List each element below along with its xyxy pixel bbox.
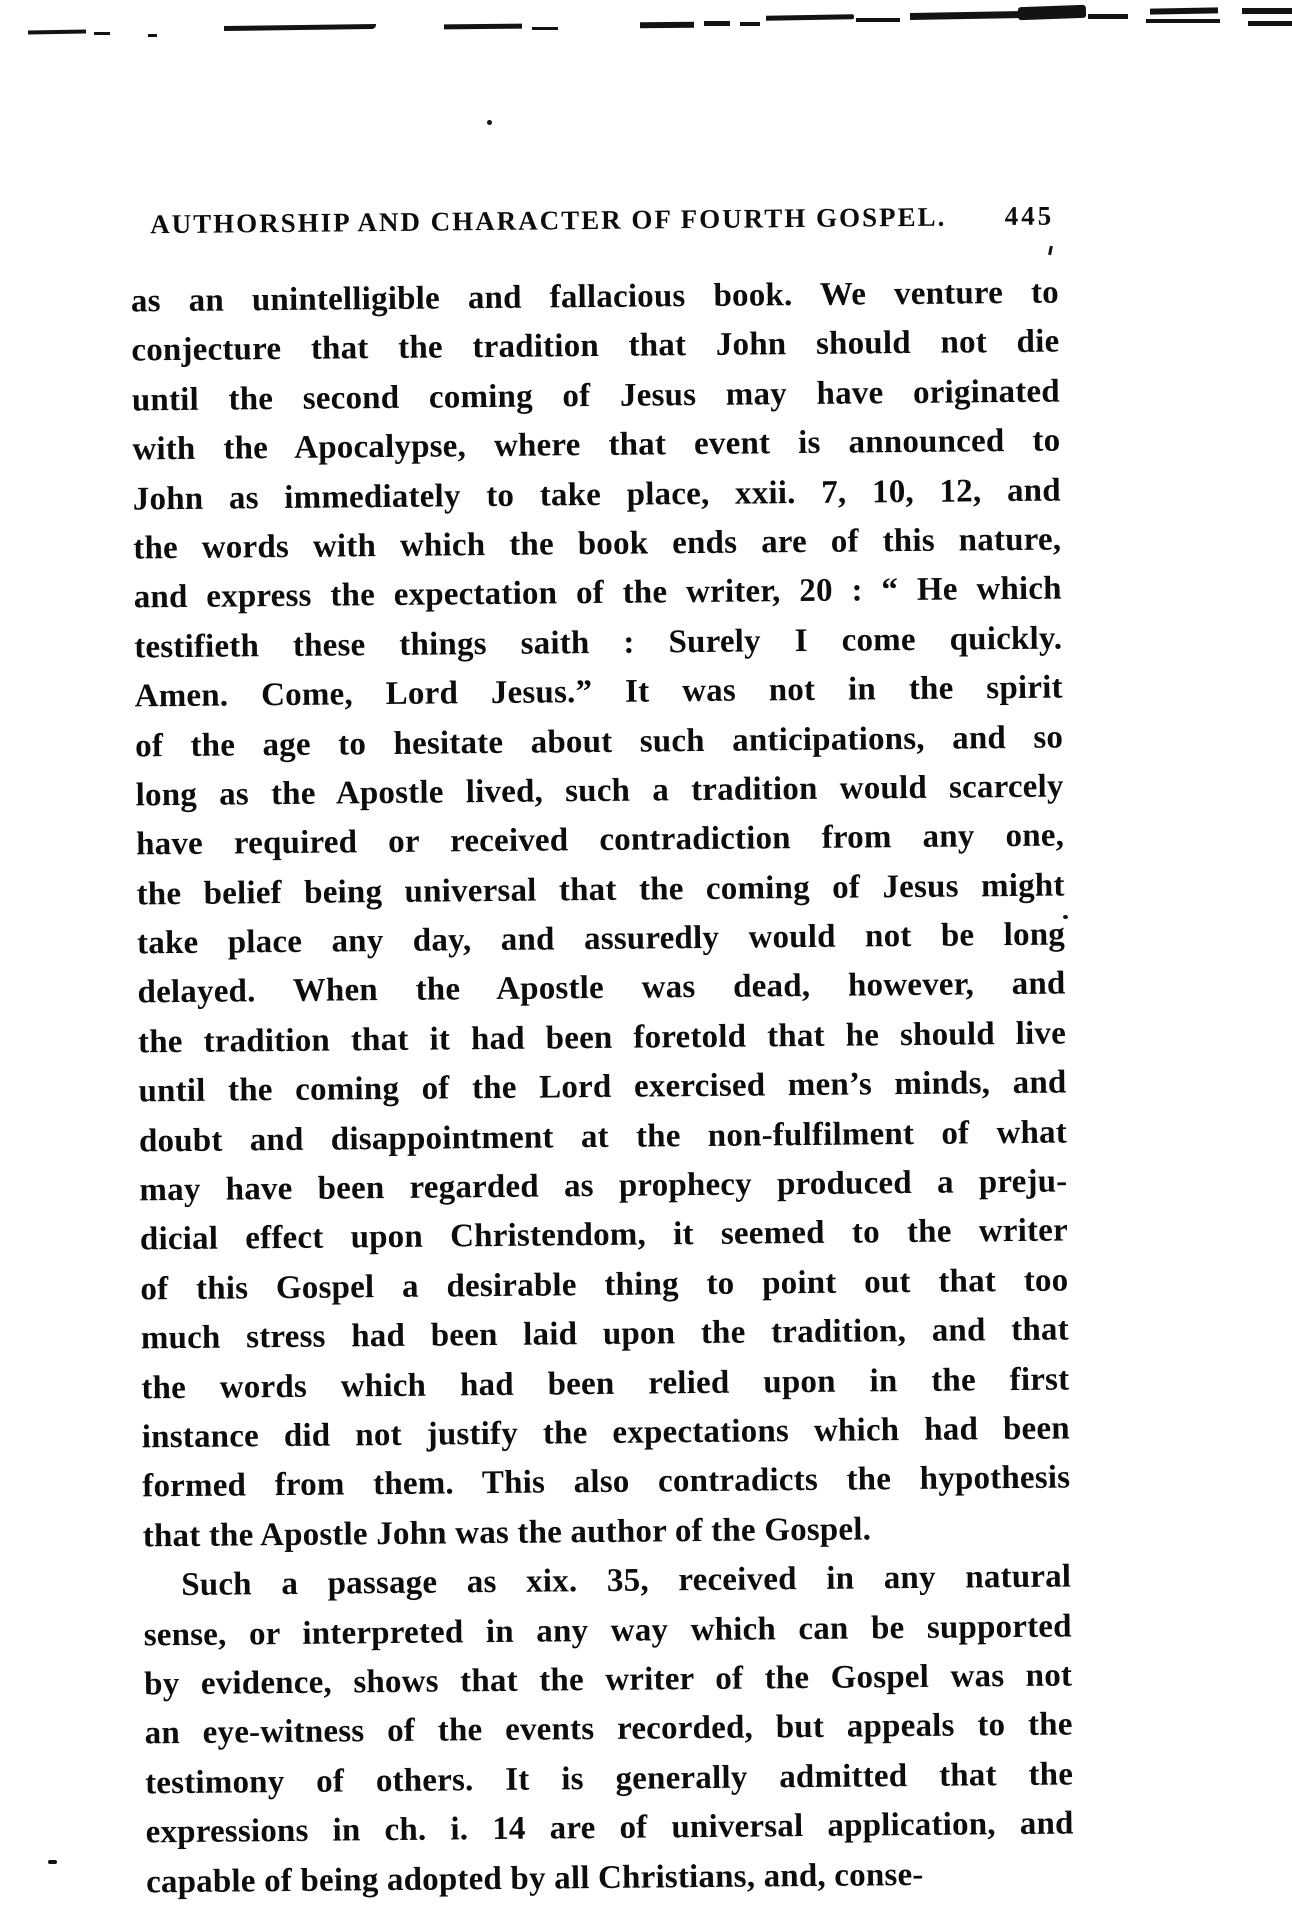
torn-edge-mark — [1018, 5, 1086, 20]
text-line: and express the expectation of the writer, 20 : “ He which — [133, 570, 1062, 616]
text-line: capable of being adopted by all Christians, and, conse- — [145, 1856, 924, 1900]
text-line: the belief being universal that the coming of Jesus might — [136, 867, 1065, 913]
torn-edge-mark — [94, 32, 110, 35]
torn-edge-mark — [28, 29, 86, 34]
text-line: dicial effect upon Christendom, it seemed to the writer — [139, 1212, 1069, 1258]
torn-edge-mark — [224, 24, 376, 31]
text-line: take place any day, and assuredly would not be long — [136, 916, 1066, 962]
text-line: sense, or interpreted in any way which can be supported — [143, 1608, 1072, 1653]
printed-area — [130, 199, 1074, 1908]
body-text — [131, 269, 1075, 1908]
torn-edge-mark — [532, 27, 558, 30]
text-line: Amen. Come, Lord Jesus.” It was not in the spirit — [134, 669, 1063, 715]
text-line: formed from them. This also contradicts the hypothesis — [142, 1459, 1071, 1505]
text-line: that the Apostle John was the author of the Gospel. — [142, 1511, 872, 1555]
ink-speck — [487, 120, 492, 125]
text-line: until the second coming of Jesus may have originated — [131, 373, 1061, 419]
torn-edge-mark — [444, 24, 522, 30]
running-header-title: AUTHORSHIP AND CHARACTER OF FOURTH GOSPEL. — [150, 201, 947, 240]
torn-edge-mark — [148, 34, 157, 37]
torn-edge-mark — [1146, 19, 1220, 23]
text-line: expressions in ch. i. 14 are of universal application, and — [145, 1805, 1074, 1851]
text-line: the words which had been relied upon in the first — [141, 1361, 1070, 1406]
text-line: conjecture that the tradition that John should not die — [131, 323, 1060, 369]
text-line: as an unintelligible and fallacious book. We venture to — [130, 274, 1060, 320]
torn-edge-mark — [1150, 7, 1218, 14]
text-line: until the coming of the Lord exercised men’s minds, and — [138, 1064, 1067, 1110]
text-line: by evidence, shows that the writer of the Gospel was not — [144, 1657, 1073, 1703]
text-line: testimony of others. It is generally admitted that the — [144, 1756, 1074, 1802]
text-line: delayed. When the Apostle was dead, however, and — [137, 965, 1066, 1011]
text-line: instance did not justify the expectations which had been — [141, 1410, 1070, 1456]
text-line: the words with which the book ends are of this nature, — [133, 521, 1062, 567]
text-line: of the age to hesitate about such anticipations, and so — [135, 719, 1064, 764]
text-line: have required or received contradiction from any one, — [135, 817, 1065, 863]
text-line: John as immediately to take place, xxii. 7, 10, 12, and — [132, 472, 1061, 518]
text-line: doubt and disappointment at the non-fulfilment of what — [138, 1114, 1068, 1160]
torn-edge-mark — [910, 11, 1022, 20]
torn-edge-mark — [640, 22, 694, 28]
text-line: may have been regarded as prophecy produced a preju- — [139, 1163, 1068, 1209]
text-line: much stress had been laid upon the tradition, and that — [140, 1311, 1070, 1357]
torn-edge-mark — [856, 18, 900, 22]
ink-speck — [48, 1860, 57, 1864]
running-header — [130, 199, 1058, 242]
text-line: Such a passage as xix. 35, received in any natural — [181, 1558, 1072, 1604]
torn-edge-mark — [1088, 14, 1128, 19]
torn-edge-mark — [704, 21, 730, 26]
text-line: long as the Apostle lived, such a tradition would scarcely — [135, 768, 1064, 814]
torn-edge-mark — [1242, 8, 1292, 14]
text-line: an eye-witness of the events recorded, but appeals to the — [144, 1706, 1073, 1752]
text-line: with the Apocalypse, where that event is announced to — [132, 422, 1061, 468]
page-number: 445 — [1004, 200, 1055, 232]
torn-edge-mark — [740, 22, 760, 26]
torn-edge-mark — [766, 14, 854, 21]
torn-edge-mark — [1248, 21, 1292, 26]
text-line: testifieth these things saith : Surely I come quickly. — [134, 620, 1063, 666]
text-line: the tradition that it had been foretold that he should live — [137, 1015, 1067, 1061]
text-line: of this Gospel a desirable thing to point out that too — [140, 1262, 1069, 1308]
